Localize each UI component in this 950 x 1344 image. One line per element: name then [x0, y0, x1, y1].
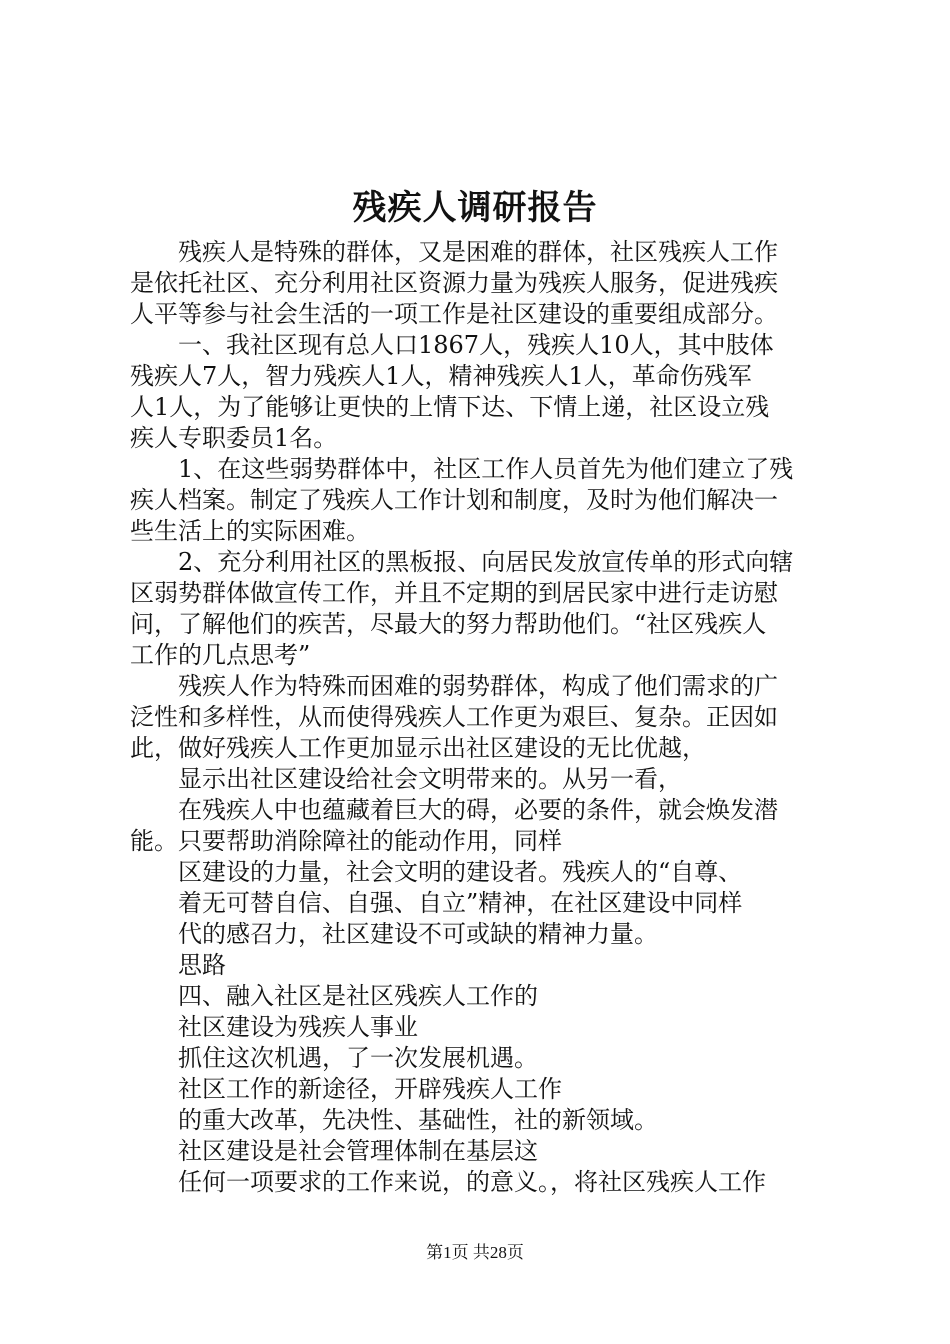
body-line: 些生活上的实际困难。: [130, 517, 370, 545]
body-line: 社区建设为残疾人事业: [130, 1013, 418, 1041]
body-line: 疾人档案。制定了残疾人工作计划和制度，及时为他们解决一: [130, 486, 778, 514]
body-line: 社区工作的新途径，开辟残疾人工作: [130, 1075, 562, 1103]
body-line: 泛性和多样性，从而使得残疾人工作更为艰巨、复杂。正因如: [130, 703, 778, 731]
body-line: 工作的几点思考”: [130, 641, 311, 669]
body-line: 任何一项要求的工作来说，的意义。，将社区残疾人工作: [130, 1168, 766, 1196]
body-line: 的重大改革，先决性、基础性，社的新领域。: [130, 1106, 658, 1134]
body-line: 能。只要帮助消除障社的能动作用，同样: [130, 827, 562, 855]
body-line: 残疾人作为特殊而困难的弱势群体，构成了他们需求的广: [130, 672, 778, 700]
body-line: 代的感召力，社区建设不可或缺的精神力量。: [130, 920, 658, 948]
body-line: 抓住这次机遇，了一次发展机遇。: [130, 1044, 538, 1072]
body-line: 残疾人7人，智力残疾人1人，精神残疾人1人，革命伤残军: [130, 362, 752, 390]
body-line: 此，做好残疾人工作更加显示出社区建设的无比优越，: [130, 734, 706, 762]
body-line: 疾人专职委员1名。: [130, 424, 338, 452]
body-line: 是依托社区、充分利用社区资源力量为残疾人服务，促进残疾: [130, 269, 778, 297]
body-line: 着无可替自信、自强、自立”精神，在社区建设中同样: [130, 889, 743, 917]
page-number-footer: 第1页 共28页: [426, 1243, 524, 1262]
body-line: 1、在这些弱势群体中，社区工作人员首先为他们建立了残: [130, 455, 794, 483]
body-line: 一、我社区现有总人口1867人，残疾人10人，其中肢体: [130, 331, 774, 359]
body-line: 区建设的力量，社会文明的建设者。残疾人的“自尊、: [130, 858, 743, 886]
body-line: 思路: [130, 951, 226, 979]
body-line: 显示出社区建设给社会文明带来的。从另一看，: [130, 765, 682, 793]
body-line: 人1人，为了能够让更快的上情下达、下情上递，社区设立残: [130, 393, 770, 421]
body-line: 问，了解他们的疾苦，尽最大的努力帮助他们。“社区残疾人: [130, 610, 767, 638]
body-line: 社区建设是社会管理体制在基层这: [130, 1137, 538, 1165]
document-title: 残疾人调研报告: [352, 188, 598, 228]
body-line: 2、充分利用社区的黑板报、向居民发放宣传单的形式向辖: [130, 548, 794, 576]
body-line: 在残疾人中也蕴藏着巨大的碍，必要的条件，就会焕发潜: [130, 796, 778, 824]
body-line: 区弱势群体做宣传工作，并且不定期的到居民家中进行走访慰: [130, 579, 778, 607]
body-line: 人平等参与社会生活的一项工作是社区建设的重要组成部分。: [130, 300, 778, 328]
body-line: 四、融入社区是社区残疾人工作的: [130, 982, 538, 1010]
body-line: 残疾人是特殊的群体，又是困难的群体，社区残疾人工作: [130, 238, 778, 266]
